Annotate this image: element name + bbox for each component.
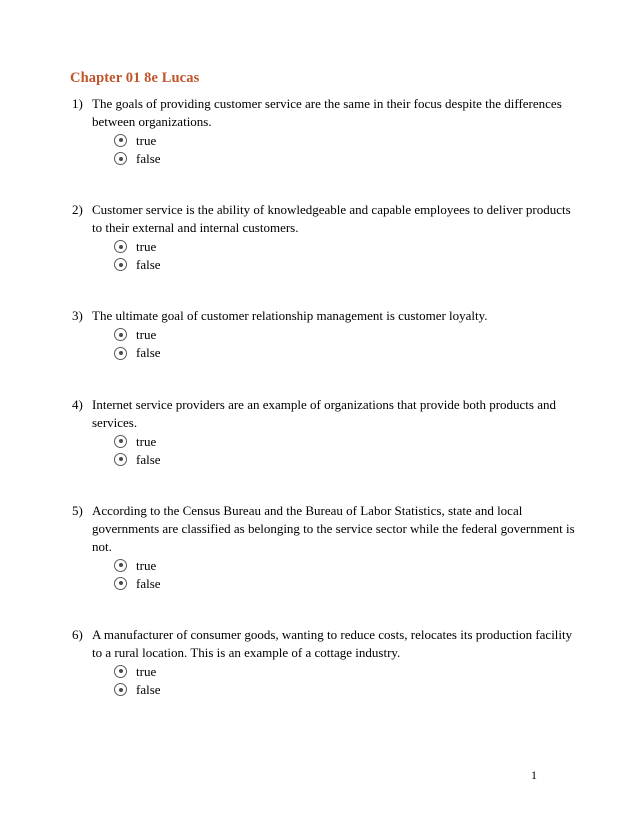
option-false[interactable] (70, 344, 575, 361)
radio-button-icon[interactable] (114, 453, 127, 466)
radio-button-icon[interactable] (114, 435, 127, 448)
option-false[interactable] (70, 575, 575, 592)
radio-button-icon[interactable] (114, 328, 127, 341)
option-label: true (136, 327, 157, 343)
page-title: Chapter 01 8e Lucas (70, 70, 200, 86)
option-group (70, 663, 575, 698)
question-text: The ultimate goal of customer relationship management is customer loyalty. (92, 308, 488, 324)
radio-button-icon[interactable] (114, 258, 127, 271)
option-label: false (136, 451, 161, 467)
question-number: 5) (72, 502, 83, 518)
question-text: A manufacturer of consumer goods, wanting to reduce costs, relocates its production facility to a rural location. This is an example of a cottage industry. (92, 626, 573, 660)
option-false[interactable] (70, 681, 575, 698)
option-true[interactable] (70, 433, 575, 450)
option-group (70, 132, 575, 167)
option-group (70, 326, 575, 361)
radio-button-icon[interactable] (114, 347, 127, 360)
option-true[interactable] (70, 326, 575, 343)
radio-button-icon[interactable] (114, 134, 127, 147)
question-number: 4) (72, 396, 83, 412)
option-group (70, 557, 575, 592)
question-header (70, 396, 575, 432)
question-number: 2) (72, 202, 83, 218)
radio-button-icon[interactable] (114, 683, 127, 696)
question-text: Internet service providers are an example of organizations that provide both products and services. (92, 396, 556, 430)
option-true[interactable] (70, 557, 575, 574)
radio-button-icon[interactable] (114, 559, 127, 572)
question-item (70, 502, 575, 592)
question-number: 1) (72, 96, 83, 111)
option-label: false (136, 345, 161, 361)
option-group (70, 433, 575, 468)
question-header (70, 95, 575, 131)
page-number: 1 (531, 768, 537, 782)
option-label: false (136, 257, 161, 273)
radio-button-icon[interactable] (114, 240, 127, 253)
question-text: According to the Census Bureau and the Bureau of Labor Statistics, state and local governments are classified as belonging to the service sector while the federal government is not. (92, 502, 575, 554)
option-label: false (136, 151, 161, 167)
question-item (70, 95, 575, 167)
radio-button-icon[interactable] (114, 577, 127, 590)
option-label: false (136, 681, 161, 697)
option-false[interactable] (70, 451, 575, 468)
question-header (70, 307, 575, 325)
radio-button-icon[interactable] (114, 152, 127, 165)
question-item (70, 201, 575, 273)
option-true[interactable] (70, 238, 575, 255)
question-text: The goals of providing customer service are the same in their focus despite the differences between organizations. (92, 96, 562, 129)
option-label: true (136, 557, 157, 573)
question-item (70, 396, 575, 468)
option-label: true (136, 663, 157, 679)
option-true[interactable] (70, 663, 575, 680)
option-group (70, 238, 575, 273)
question-item (70, 626, 575, 698)
option-label: true (136, 132, 157, 148)
option-false[interactable] (70, 150, 575, 167)
option-label: true (136, 239, 157, 255)
option-label: false (136, 575, 161, 591)
question-header (70, 201, 575, 237)
question-number: 3) (72, 308, 83, 324)
question-header (70, 502, 575, 556)
radio-button-icon[interactable] (114, 665, 127, 678)
option-label: true (136, 433, 157, 449)
question-text: Customer service is the ability of knowledgeable and capable employees to deliver products to their external and internal customers. (92, 202, 571, 236)
question-number: 6) (72, 626, 83, 642)
option-false[interactable] (70, 256, 575, 273)
question-item (70, 307, 575, 361)
question-header (70, 626, 575, 662)
option-true[interactable] (70, 132, 575, 149)
